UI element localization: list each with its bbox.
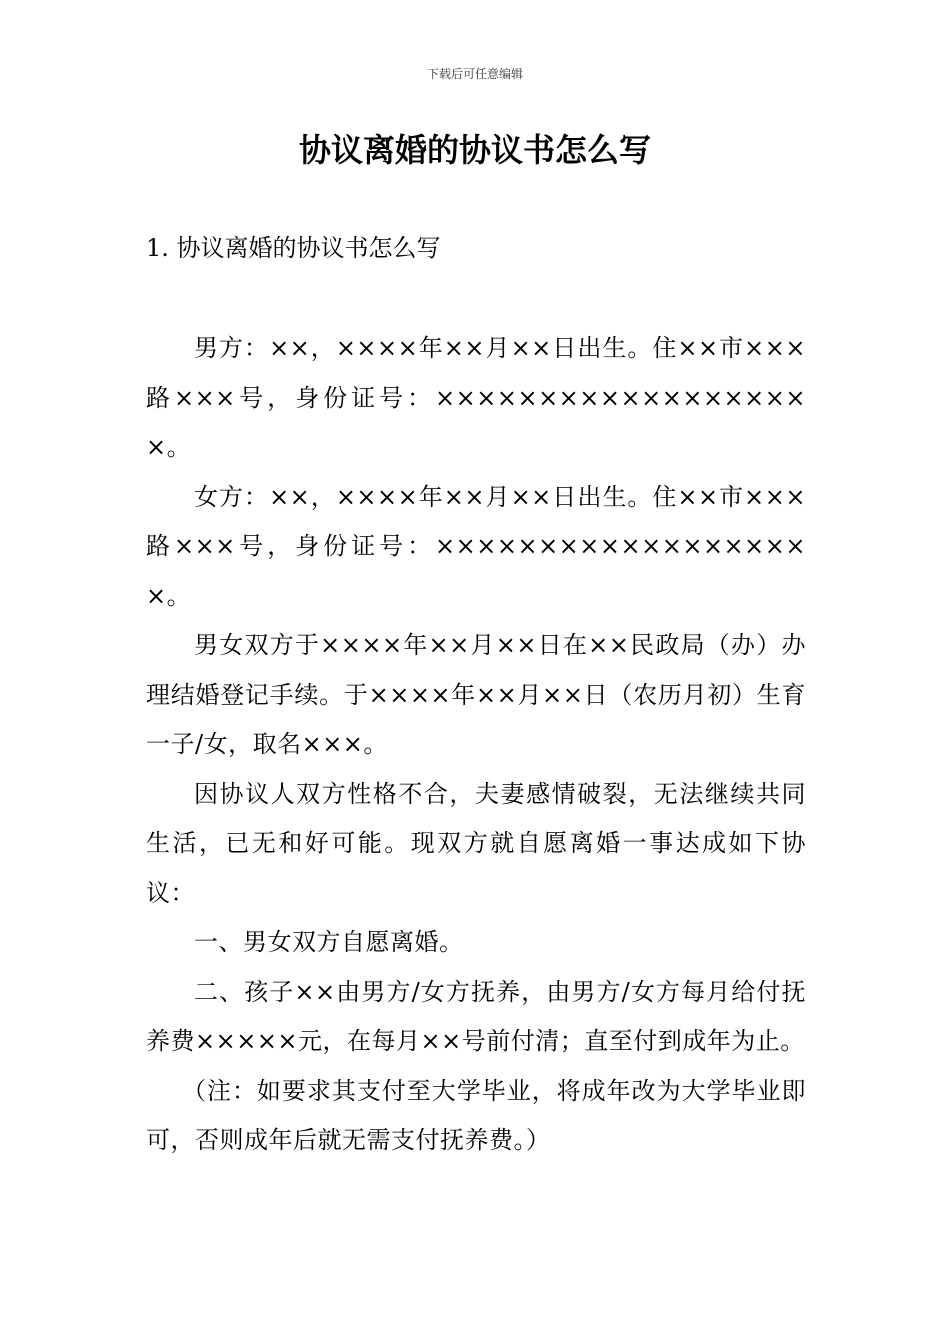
paragraph-clause-two: 二、孩子××由男方/女方抚养，由男方/女方每月给付抚养费×××××元，在每月××号前付清；直至付到成年为止。 xyxy=(146,977,806,1055)
header-note: 下载后可任意编辑 xyxy=(426,67,523,81)
document-body xyxy=(146,324,806,1166)
paragraph-male-party: 男方：××，××××年××月××日出生。住××市×××路×××号，身份证号：×××××××××××××××××××。 xyxy=(146,334,806,461)
document-title: 协议离婚的协议书怎么写 xyxy=(298,131,651,169)
paragraph-divorce-reason: 因协议人双方性格不合，夫妻感情破裂，无法继续共同生活，已无和好可能。现双方就自愿离婚一事达成如下协议： xyxy=(146,779,806,907)
paragraph-marriage-registration: 男女双方于××××年××月××日在××民政局（办）办理结婚登记手续。于××××年××月××日（农历月初）生育一子/女，取名×××。 xyxy=(146,631,806,758)
section-heading: 1. 协议离婚的协议书怎么写 xyxy=(146,234,441,262)
paragraph-note: （注：如要求其支付至大学毕业，将成年改为大学毕业即可，否则成年后就无需支付抚养费。） xyxy=(146,1076,806,1154)
paragraph-female-party: 女方：××，××××年××月××日出生。住××市×××路×××号，身份证号：×××××××××××××××××××。 xyxy=(146,482,806,610)
paragraph-clause-one: 一、男女双方自愿离婚。 xyxy=(194,928,464,956)
